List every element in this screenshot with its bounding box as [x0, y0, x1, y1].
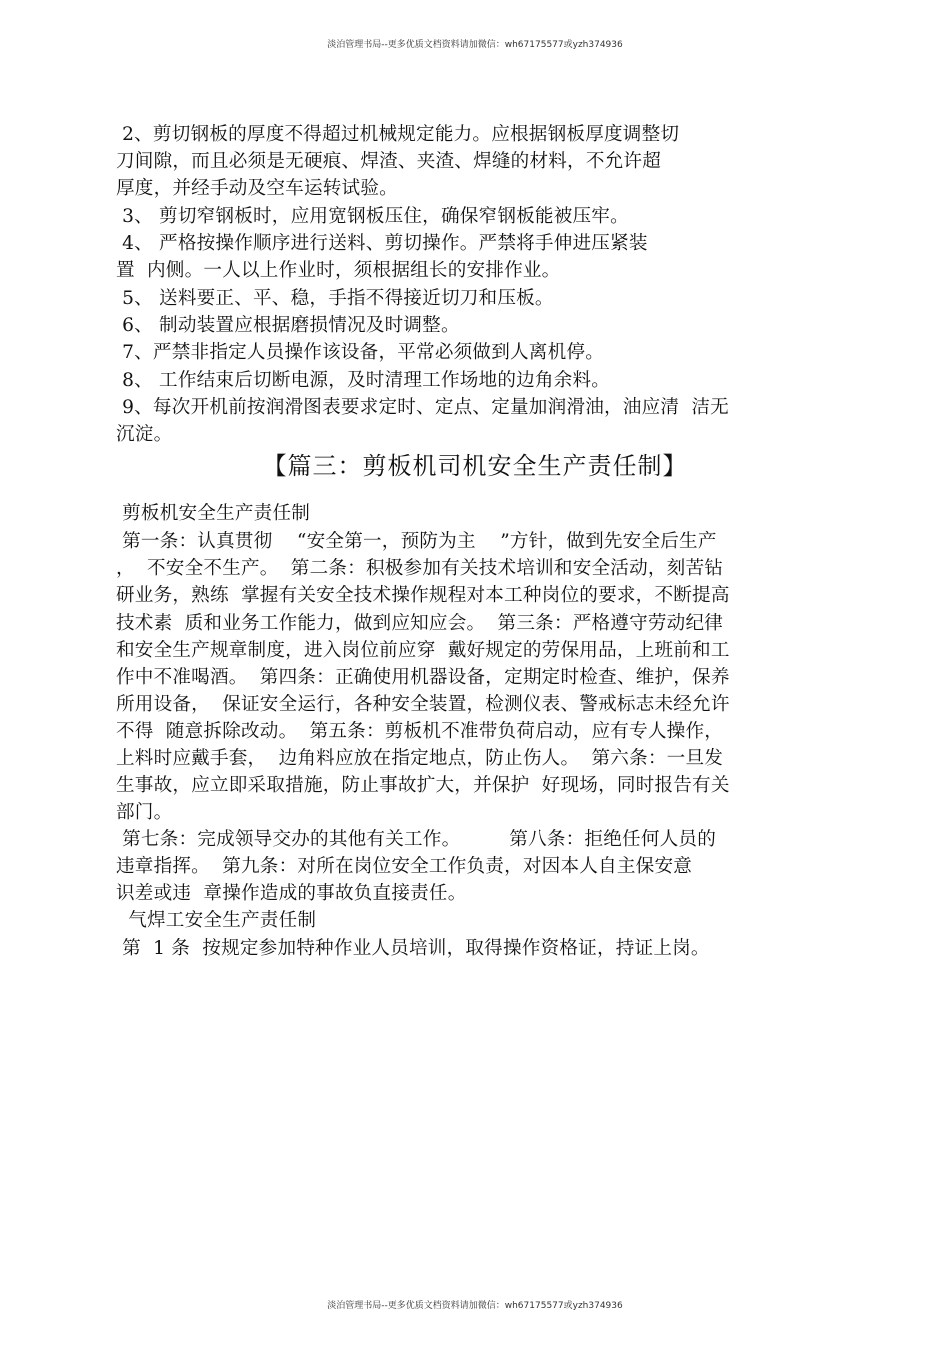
body-line: 违章指挥。 第九条：对所在岗位安全工作负责，对因本人自主保安意 — [116, 856, 693, 877]
rule-line: 7、严禁非指定人员操作该设备，平常必须做到人离机停。 — [116, 342, 604, 363]
rule-line: 4、 严格按操作顺序进行送料、剪切操作。严禁将手伸进压紧装 — [116, 233, 648, 254]
body-line: 生事故，应立即采取措施，防止事故扩大，并保护 好现场，同时报告有关 — [116, 775, 730, 796]
body-line: 气焊工安全生产责任制 — [116, 910, 317, 931]
body-line: 技术素 质和业务工作能力，做到应知应会。 第三条：严格遵守劳动纪律 — [116, 613, 724, 634]
section-title: 【篇三：剪板机司机安全生产责任制】 — [262, 452, 688, 480]
rule-line: 5、 送料要正、平、稳，手指不得接近切刀和压板。 — [116, 288, 554, 309]
rule-line: 8、 工作结束后切断电源，及时清理工作场地的边角余料。 — [116, 370, 611, 391]
rule-line: 沉淀。 — [116, 424, 173, 445]
rule-line: 6、 制动装置应根据磨损情况及时调整。 — [116, 315, 460, 336]
body-line: 所用设备， 保证安全运行，各种安全装置，检测仪表、警戒标志未经允许 — [116, 694, 730, 715]
body-line: 作中不准喝酒。 第四条：正确使用机器设备，定期定时检查、维护，保养 — [116, 667, 730, 688]
body-line: 第 1 条 按规定参加特种作业人员培训，取得操作资格证，持证上岗。 — [116, 938, 710, 959]
rule-line: 9、每次开机前按润滑图表要求定时、定点、定量加润滑油，油应清 洁无 — [116, 397, 729, 418]
rule-line: 2、剪切钢板的厚度不得超过机械规定能力。应根据钢板厚度调整切 — [116, 124, 680, 145]
body-line: 不得 随意拆除改动。 第五条：剪板机不准带负荷启动，应有专人操作， — [116, 721, 724, 742]
page-footer: 淡泊管理书局--更多优质文档资料请加微信：wh67175577或yzh374936 — [327, 1301, 623, 1311]
body-line: 和安全生产规章制度，进入岗位前应穿 戴好规定的劳保用品，上班前和工 — [116, 640, 730, 661]
body-line: ， 不安全不生产。 第二条：积极参加有关技术培训和安全活动，刻苦钻 — [116, 558, 724, 579]
rule-line: 厚度，并经手动及空车运转试验。 — [116, 178, 398, 199]
body-line: 部门。 — [116, 802, 173, 823]
rule-line: 刀间隙，而且必须是无硬痕、焊渣、夹渣、焊缝的材料，不允许超 — [116, 151, 662, 172]
rule-line: 置 内侧。一人以上作业时，须根据组长的安排作业。 — [116, 260, 561, 281]
body-line: 第七条：完成领导交办的其他有关工作。 第八条：拒绝任何人员的 — [116, 829, 717, 850]
body-line: 识差或违 章操作造成的事故负直接责任。 — [116, 883, 467, 904]
rule-line: 3、 剪切窄钢板时，应用宽钢板压住，确保窄钢板能被压牢。 — [116, 206, 629, 227]
page-header: 淡泊管理书局--更多优质文档资料请加微信：wh67175577或yzh374936 — [327, 40, 623, 50]
body-line: 上料时应戴手套， 边角料应放在指定地点，防止伤人。 第六条：一旦发 — [116, 748, 724, 769]
body-line: 第一条：认真贯彻 “安全第一，预防为主 ”方针，做到先安全后生产 — [116, 531, 717, 552]
body-line: 研业务，熟练 掌握有关安全技术操作规程对本工种岗位的要求，不断提高 — [116, 585, 730, 606]
body-line: 剪板机安全生产责任制 — [116, 503, 311, 524]
